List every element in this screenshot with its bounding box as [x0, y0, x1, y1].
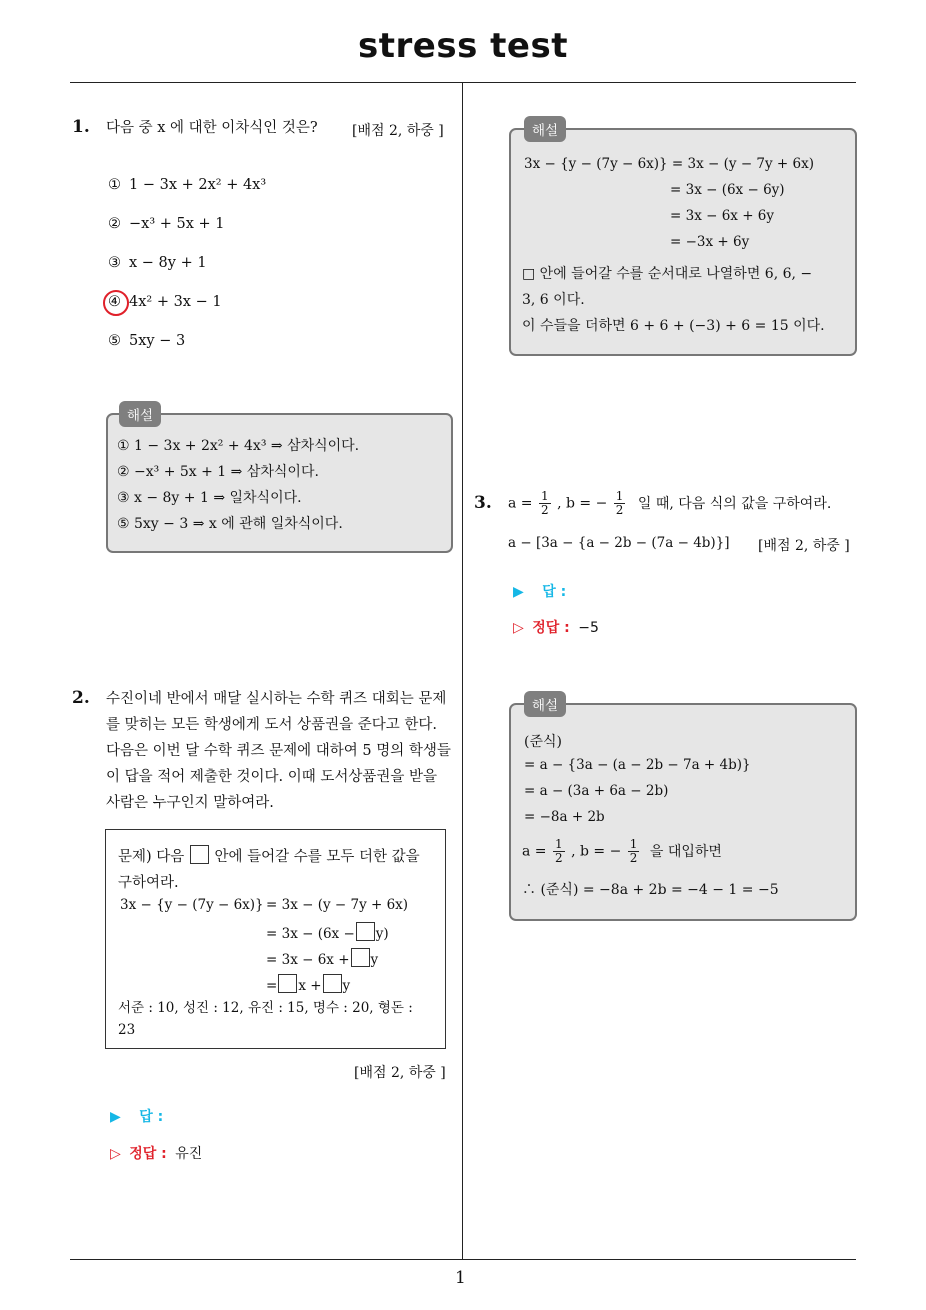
play-arrow-icon: ▶: [513, 584, 524, 600]
fraction-half: [539, 490, 551, 517]
problem-prefix: 문제) 다음: [118, 849, 185, 865]
choice-5[interactable]: [108, 333, 185, 349]
selected-answer-circle-icon: [103, 290, 129, 316]
choice-5-mark: ⑤: [108, 333, 121, 349]
question-2-text: [106, 686, 456, 816]
sub-text: 을 대입하면: [649, 843, 722, 860]
question-2-text-line: 다음은 이번 달 수학 퀴즈 문제에 대하여 5 명의 학생들: [106, 743, 451, 759]
choice-2-expr: −x³ + 5x + 1: [129, 216, 225, 232]
question-2-text-line: 사람은 누구인지 말하여라.: [106, 795, 274, 811]
answer-row-2[interactable]: [110, 1106, 163, 1126]
solution-3-line-1: (준식): [524, 734, 562, 750]
fraction-half: [553, 838, 565, 865]
choice-4-mark: ④: [108, 294, 121, 310]
choice-1[interactable]: [108, 177, 266, 193]
sub-b: , b = −: [571, 843, 622, 860]
choice-5-expr: 5xy − 3: [129, 333, 186, 349]
solution-1-line-4: ⑤ 5xy − 3 ⇒ x 에 관해 일차식이다.: [117, 516, 343, 532]
problem-eq-4-mid: x +: [298, 978, 322, 994]
cond-a: a =: [508, 495, 533, 512]
answer-label-3: 답 :: [542, 584, 567, 600]
solution-2-line-3: = 3x − 6x + 6y: [670, 208, 775, 224]
correct-value-2: 유진: [175, 1146, 203, 1162]
problem-eq-1-right: = 3x − (y − 7y + 6x): [266, 897, 409, 913]
solution-1-line-1: ① 1 − 3x + 2x² + 4x³ ⇒ 삼차식이다.: [117, 438, 360, 454]
solution-2-line-1: 3x − {y − (7y − 6x)} = 3x − (y − 7y + 6x): [524, 156, 814, 172]
problem-eq-3-pre: = 3x − 6x +: [266, 952, 350, 968]
fraction-numerator: 1: [554, 837, 563, 851]
page-title: stress test: [358, 26, 568, 66]
question-3-score: [배점 2, 하중 ]: [758, 538, 850, 554]
blank-box-icon: [356, 922, 375, 941]
problem-eq-2-post: y): [375, 926, 389, 942]
question-2-text-line: 수진이네 반에서 매달 실시하는 수학 퀴즈 대회는 문제: [106, 691, 447, 707]
fraction-denominator: 2: [629, 851, 638, 865]
problem-eq-4-pre: =: [266, 978, 278, 994]
problem-eq-3-post: y: [370, 952, 379, 968]
outline-arrow-icon: ▷: [110, 1146, 121, 1162]
choice-3-mark: ③: [108, 255, 121, 271]
choice-3[interactable]: [108, 255, 207, 271]
choice-1-expr: 1 − 3x + 2x² + 4x³: [129, 177, 267, 193]
solution-1-line-3: ③ x − 8y + 1 ⇒ 일차식이다.: [117, 490, 302, 506]
solution-2-text-1: □ 안에 들어갈 수를 순서대로 나열하면 6, 6, −: [522, 266, 813, 282]
question-2-text-line: 이 답을 적어 제출한 것이다. 이때 도서상품권을 받을: [106, 769, 438, 785]
problem-eq-4: [266, 974, 350, 994]
problem-eq-2-pre: = 3x − (6x −: [266, 926, 355, 942]
correct-value-3: −5: [578, 620, 599, 636]
correct-label-3: 정답 :: [532, 620, 570, 636]
fraction-denominator: 2: [554, 851, 563, 865]
choice-1-mark: ①: [108, 177, 121, 193]
solution-2-line-4: = −3x + 6y: [670, 234, 750, 250]
column-divider: [462, 83, 463, 1259]
answer-label-2: 답 :: [139, 1109, 164, 1125]
fraction-numerator: 1: [615, 489, 624, 503]
footer-rule: [70, 1259, 856, 1260]
question-1-score: [배점 2, 하중 ]: [352, 123, 444, 139]
student-answers-line-1: 서준 : 10, 성진 : 12, 유진 : 15, 명수 : 20, 형돈 :: [118, 1000, 413, 1016]
problem-line-1: [118, 845, 420, 866]
choice-4-expr: 4x² + 3x − 1: [129, 294, 222, 310]
fraction-denominator: 2: [615, 503, 624, 517]
outline-arrow-icon: ▷: [513, 620, 524, 636]
question-3-text: 일 때, 다음 식의 값을 구하여라.: [637, 495, 832, 512]
fraction-numerator: 1: [629, 837, 638, 851]
question-1-text: 다음 중 x 에 대한 이차식인 것은?: [106, 120, 318, 136]
correct-label-2: 정답 :: [129, 1146, 167, 1162]
choice-2-mark: ②: [108, 216, 121, 232]
solution-3-line-3: = a − (3a + 6a − 2b): [524, 783, 669, 799]
fraction-denominator: 2: [540, 503, 549, 517]
solution-2-text-3: 이 수들을 더하면 6 + 6 + (−3) + 6 = 15 이다.: [522, 318, 825, 334]
page-number: 1: [455, 1268, 466, 1288]
blank-box-icon: [190, 845, 209, 864]
problem-suffix: 안에 들어갈 수를 모두 더한 값을: [214, 849, 420, 865]
problem-eq-4-post: y: [342, 978, 351, 994]
problem-line-2: 구하여라.: [118, 875, 179, 891]
solution-3-line-4: = −8a + 2b: [524, 809, 605, 825]
header-rule: [70, 82, 856, 83]
answer-row-3[interactable]: [513, 581, 566, 601]
question-1-number: 1.: [72, 117, 90, 137]
solution-3-substitute: [522, 838, 722, 865]
solution-3-line-2: = a − {3a − (a − 2b − 7a + 4b)}: [524, 757, 751, 773]
question-2-score: [배점 2, 하중 ]: [354, 1065, 446, 1081]
solution-2-text-2: 3, 6 이다.: [522, 292, 585, 308]
solution-2-line-2: = 3x − (6x − 6y): [670, 182, 785, 198]
question-3-number: 3.: [474, 493, 492, 513]
fraction-numerator: 1: [540, 489, 549, 503]
question-2-text-line: 를 맞히는 모든 학생에게 도서 상품권을 준다고 한다.: [106, 717, 438, 733]
problem-eq-1-left: 3x − {y − (7y − 6x)}: [120, 897, 264, 913]
question-2-number: 2.: [72, 688, 90, 708]
blank-box-icon: [323, 974, 342, 993]
blank-box-icon: [278, 974, 297, 993]
solution-1-line-2: ② −x³ + 5x + 1 ⇒ 삼차식이다.: [117, 464, 319, 480]
question-3-expression: a − [3a − {a − 2b − (7a − 4b)}]: [508, 535, 730, 551]
correct-answer-row-3: [513, 617, 599, 637]
solution-3-final: ∴ (준식) = −8a + 2b = −4 − 1 = −5: [522, 882, 779, 898]
correct-answer-row-2: [110, 1143, 202, 1163]
blank-box-icon: [351, 948, 370, 967]
cond-b: , b = −: [557, 495, 608, 512]
fraction-half: [628, 838, 640, 865]
solution-tag-3: 해설: [524, 691, 566, 717]
problem-eq-2: [266, 922, 389, 942]
fraction-half: [614, 490, 626, 517]
solution-tag-1: 해설: [119, 401, 161, 427]
sub-a: a =: [522, 843, 547, 860]
solution-tag-2: 해설: [524, 116, 566, 142]
question-3-condition: [508, 490, 831, 517]
choice-2[interactable]: [108, 216, 225, 232]
student-answers-line-2: 23: [118, 1022, 136, 1038]
choice-3-expr: x − 8y + 1: [129, 255, 207, 271]
play-arrow-icon: ▶: [110, 1109, 121, 1125]
problem-eq-3: [266, 948, 378, 968]
